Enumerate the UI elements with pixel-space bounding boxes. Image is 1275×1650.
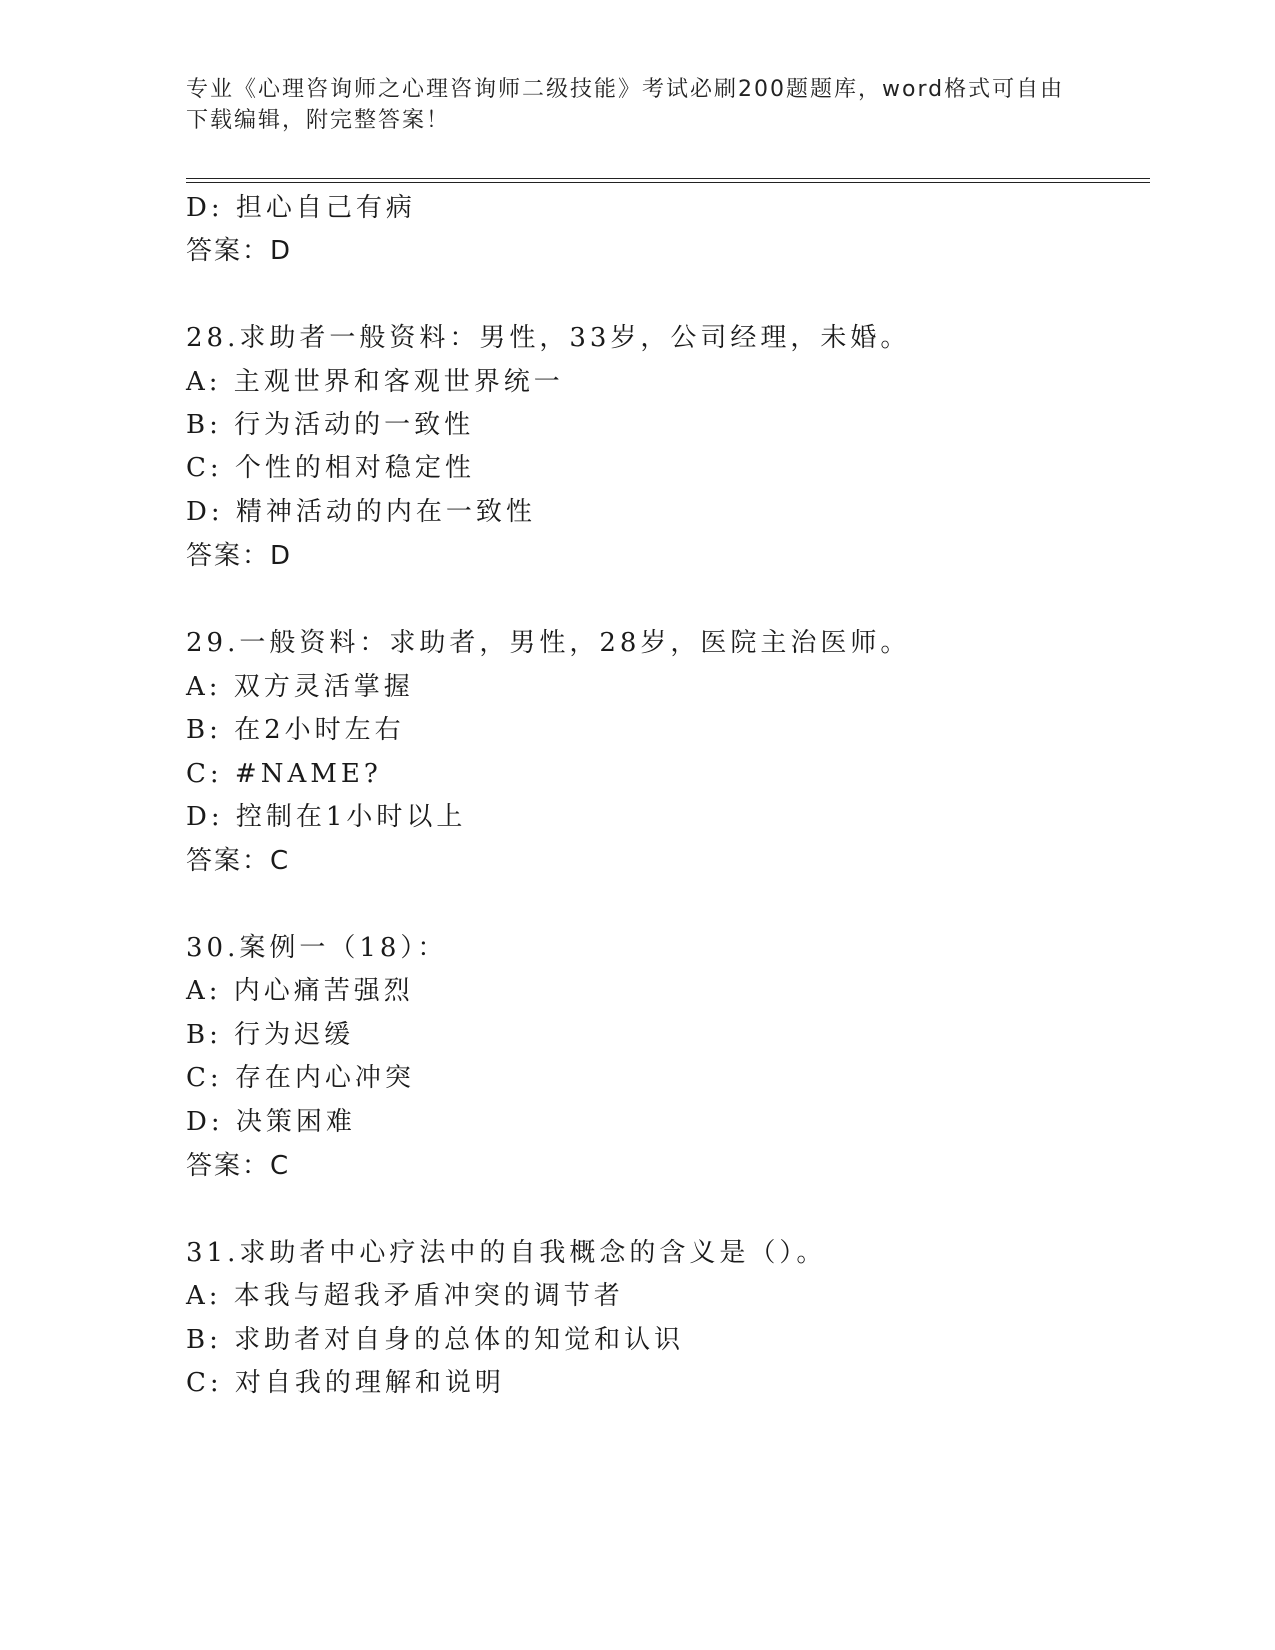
- question-stem: 31.求助者中心疗法中的自我概念的含义是（）。: [186, 1238, 827, 1268]
- option-d: D: 控制在1小时以上: [186, 802, 467, 832]
- document-header: 专业《心理咨询师之心理咨询师二级技能》考试必刷200题题库，word格式可自由下载编辑，附完整答案！: [186, 77, 1065, 133]
- option-a: A: 主观世界和客观世界统一: [186, 367, 564, 397]
- option-c: C: 对自我的理解和说明: [186, 1368, 505, 1398]
- option-d: D: 决策困难: [186, 1107, 356, 1137]
- answer: 答案：D: [186, 541, 293, 571]
- answer: 答案：D: [186, 236, 293, 266]
- option-b: B: 行为迟缓: [186, 1020, 355, 1050]
- option-c: C: 个性的相对稳定性: [186, 453, 475, 483]
- option-b: B: 在2小时左右: [186, 715, 405, 745]
- header-divider-bottom: [186, 182, 1150, 183]
- question-stem: 28.求助者一般资料：男性，33岁，公司经理，未婚。: [186, 323, 911, 353]
- option-b: B: 求助者对自身的总体的知觉和认识: [186, 1325, 685, 1355]
- answer: 答案：C: [186, 846, 291, 876]
- option-b: B: 行为活动的一致性: [186, 410, 475, 440]
- answer: 答案：C: [186, 1151, 291, 1181]
- option-c: C: 存在内心冲突: [186, 1063, 415, 1093]
- option-d: D: 精神活动的内在一致性: [186, 497, 536, 527]
- option-a: A: 双方灵活掌握: [186, 672, 414, 702]
- question-stem: 29.一般资料：求助者，男性，28岁，医院主治医师。: [186, 628, 911, 658]
- question-stem: 30.案例一（18）：: [186, 933, 448, 963]
- option-c: C: #NAME?: [186, 759, 382, 789]
- option-a: A: 内心痛苦强烈: [186, 976, 414, 1006]
- option-d: D: 担心自己有病: [186, 193, 416, 223]
- header-divider-top: [186, 178, 1150, 179]
- option-a: A: 本我与超我矛盾冲突的调节者: [186, 1281, 624, 1311]
